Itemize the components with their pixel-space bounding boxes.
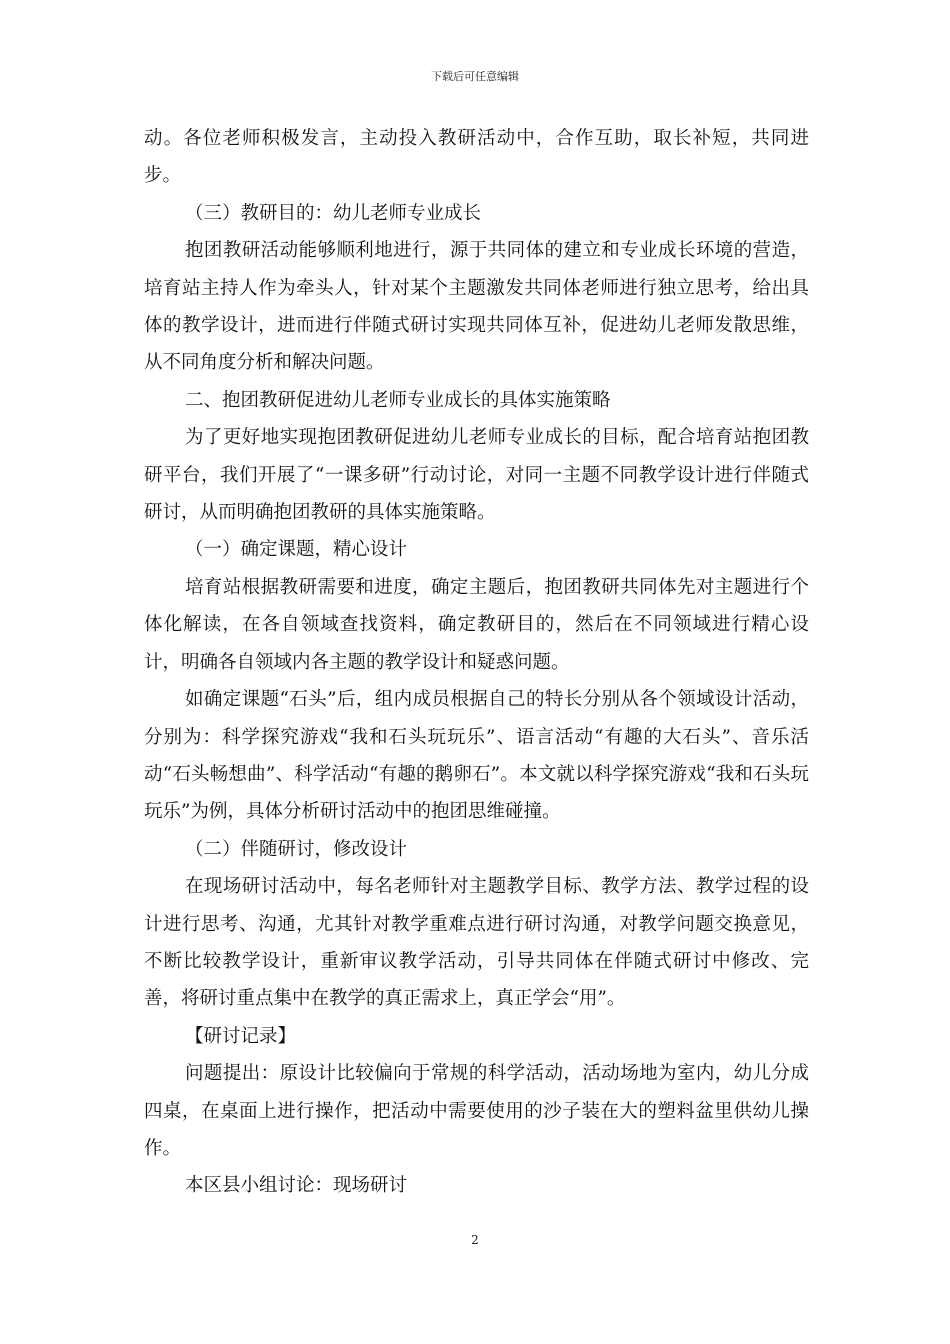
paragraph: 抱团教研活动能够顺利地进行，源于共同体的建立和专业成长环境的营造，培育站主持人作为牵头人，针对某个主题激发共同体老师进行独立思考，给出具体的教学设计，进而进行伴随式研讨实现共同体互补，促进幼儿老师发散思维，从不同角度分析和解决问题。 <box>144 240 809 374</box>
paragraph: 培育站根据教研需要和进度，确定主题后，抱团教研共同体先对主题进行个体化解读，在各自领域查找资料，确定教研目的，然后在不同领域进行精心设计，明确各自领域内各主题的教学设计和疑惑问题。 <box>144 576 809 673</box>
page-header: 下载后可任意编辑 <box>431 70 519 83</box>
section-heading-1: （一）确定课题，精心设计 <box>185 539 408 561</box>
paragraph: 问题提出：原设计比较偏向于常规的科学活动，活动场地为室内，幼儿分成四桌，在桌面上进行操作，把活动中需要使用的沙子装在大的塑料盆里供幼儿操作。 <box>144 1063 809 1159</box>
record-label: 【研讨记录】 <box>185 1025 297 1047</box>
body-text <box>144 120 809 1205</box>
section-heading-3: （三）教研目的：幼儿老师专业成长 <box>185 202 482 224</box>
paragraph: 本区县小组讨论：现场研讨 <box>185 1175 408 1197</box>
page-number: 2 <box>471 1233 479 1247</box>
paragraph: 在现场研讨活动中，每名老师针对主题教学目标、教学方法、教学过程的设计进行思考、沟通，尤其针对教学重难点进行研讨沟通，对教学问题交换意见，不断比较教学设计，重新审议教学活动，引导共同体在伴随式研讨中修改、完善，将研讨重点集中在教学的真正需求上，真正学会“用”。 <box>144 876 809 1010</box>
chapter-heading-2: 二、抱团教研促进幼儿老师专业成长的具体实施策略 <box>185 389 611 411</box>
section-heading-2: （二）伴随研讨，修改设计 <box>185 838 408 860</box>
paragraph: 为了更好地实现抱团教研促进幼儿老师专业成长的目标，配合培育站抱团教研平台，我们开展了“一课多研”行动讨论，对同一主题不同教学设计进行伴随式研讨，从而明确抱团教研的具体实施策略。 <box>144 427 809 524</box>
paragraph-continuation: 动。各位老师积极发言，主动投入教研活动中，合作互助，取长补短，共同进步。 <box>144 128 809 187</box>
paragraph: 如确定课题“石头”后，组内成员根据自己的特长分别从各个领域设计活动，分别为：科学探究游戏“我和石头玩玩乐”、语言活动“有趣的大石头”、音乐活动“石头畅想曲”、科学活动“有趣的鹅卵石”。本文就以科学探究游戏“我和石头玩玩乐”为例，具体分析研讨活动中的抱团思维碰撞。 <box>144 689 809 823</box>
